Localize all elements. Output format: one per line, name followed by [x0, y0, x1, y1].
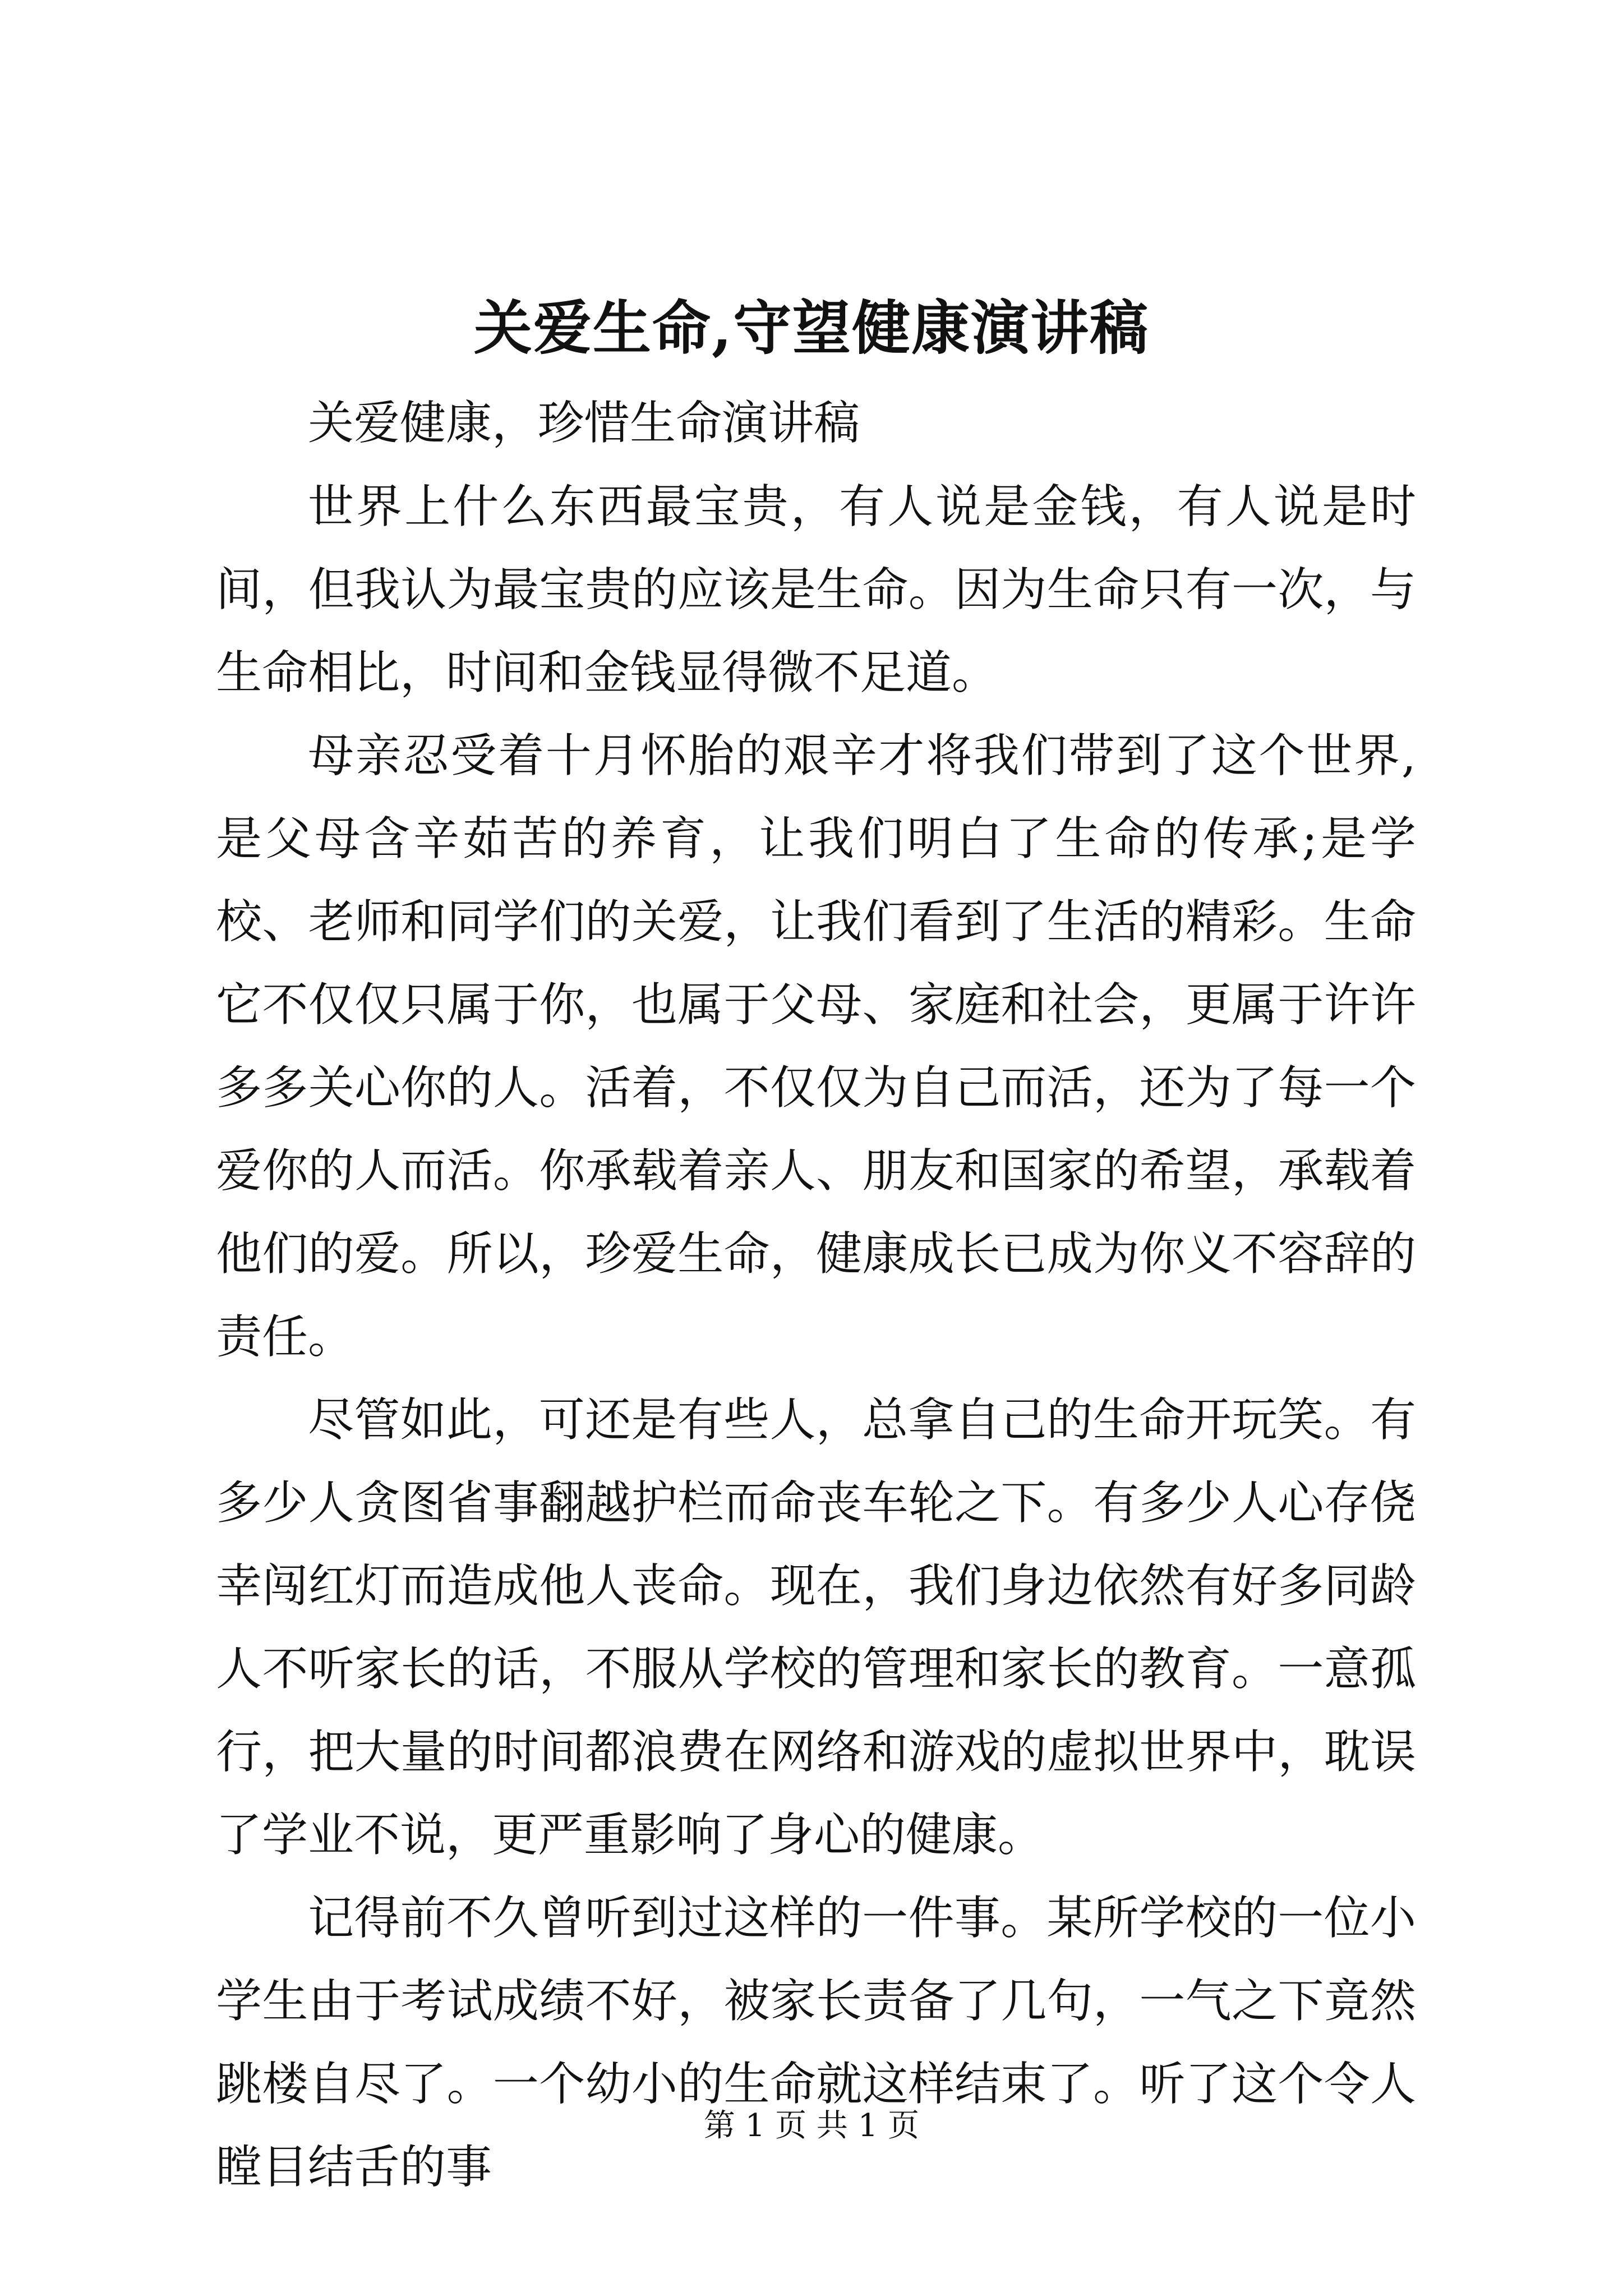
document-title: 关爱生命,守望健康演讲稿	[473, 293, 1150, 362]
paragraph-2: 母亲忍受着十月怀胎的艰辛才将我们带到了这个世界,是父母含辛茹苦的养育，让我们明白了生命的传承;是学校、老师和同学们的关爱，让我们看到了生活的精彩。生命它不仅仅只属于你，也属于父母、家庭和社会，更属于许许多多关心你的人。活着，不仅仅为自己而活，还为了每一个爱你的人而活。你承载着亲人、朋友和国家的希望，承载着他们的爱。所以，珍爱生命，健康成长已成为你义不容辞的责任。	[216, 729, 1416, 1364]
paragraph-3: 尽管如此，可还是有些人，总拿自己的生命开玩笑。有多少人贪图省事翻越护栏而命丧车轮之下。有多少人心存侥幸闯红灯而造成他人丧命。现在，我们身边依然有好多同龄人不听家长的话，不服从学校的管理和家长的教育。一意孤行，把大量的时间都浪费在网络和游戏的虚拟世界中，耽误了学业不说，更严重影响了身心的健康。	[216, 1393, 1416, 1862]
page-footer: 第 1 页 共 1 页	[703, 2108, 920, 2144]
document-body	[216, 381, 1416, 2209]
document-subtitle: 关爱健康，珍惜生命演讲稿	[308, 397, 860, 450]
paragraph-1: 世界上什么东西最宝贵，有人说是金钱，有人说是时间，但我认为最宝贵的应该是生命。因为生命只有一次，与生命相比，时间和金钱显得微不足道。	[216, 480, 1416, 700]
paragraph-4: 记得前不久曾听到过这样的一件事。某所学校的一位小学生由于考试成绩不好，被家长责备了几句，一气之下竟然跳楼自尽了。一个幼小的生命就这样结束了。听了这个令人瞠目结舌的事	[216, 1892, 1416, 2194]
